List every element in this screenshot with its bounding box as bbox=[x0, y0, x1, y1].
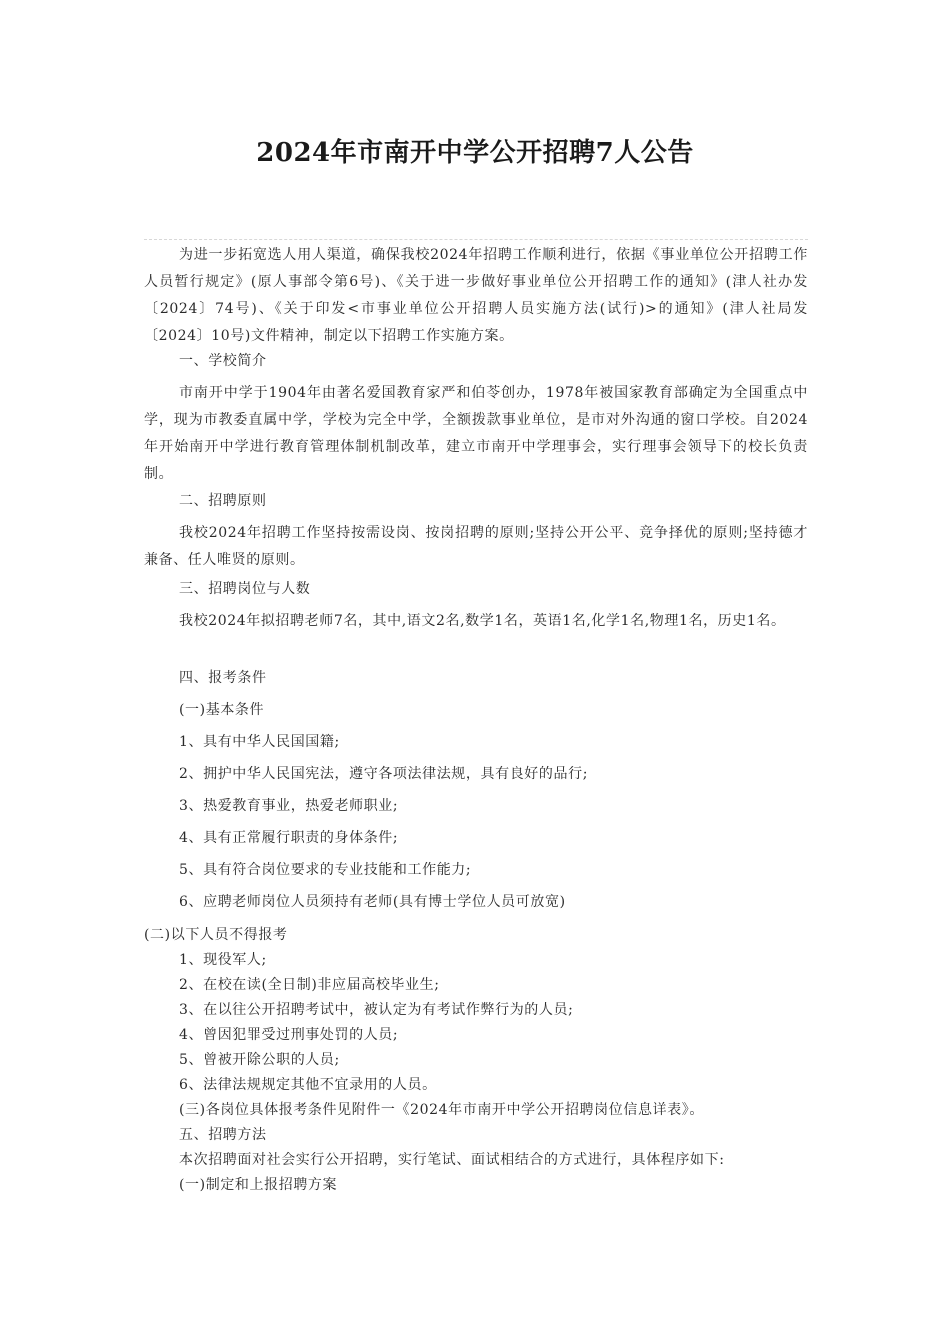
section-5-heading: 五、招聘方法 bbox=[179, 1127, 267, 1143]
exclusion-item: 4、曾因犯罪受过刑事处罚的人员; bbox=[179, 1027, 399, 1043]
exclusion-item: 5、曾被开除公职的人员; bbox=[179, 1052, 340, 1068]
exclusion-item: 3、在以往公开招聘考试中，被认定为有考试作弊行为的人员; bbox=[179, 1002, 574, 1018]
section-4-heading: 四、报考条件 bbox=[179, 670, 267, 686]
section-3-heading: 三、招聘岗位与人数 bbox=[179, 581, 311, 597]
section-5-subheading-1: (一)制定和上报招聘方案 bbox=[179, 1177, 338, 1193]
condition-item: 2、拥护中华人民国宪法，遵守各项法律法规，具有良好的品行; bbox=[179, 766, 589, 782]
section-1-heading: 一、学校简介 bbox=[179, 353, 267, 369]
condition-item: 3、热爱教育事业，热爱老师职业; bbox=[179, 798, 399, 814]
section-4-subheading-2: (二)以下人员不得报考 bbox=[144, 927, 288, 943]
condition-item: 4、具有正常履行职责的身体条件; bbox=[179, 830, 399, 846]
section-5-text: 本次招聘面对社会实行公开招聘，实行笔试、面试相结合的方式进行，具体程序如下: bbox=[179, 1152, 725, 1168]
exclusion-item: 1、现役军人; bbox=[179, 952, 267, 968]
document-title: 2024年市南开中学公开招聘7人公告 bbox=[256, 138, 694, 168]
condition-item: 6、应聘老师岗位人员须持有老师(具有博士学位人员可放宽) bbox=[179, 894, 566, 910]
intro-paragraph: 为进一步拓宽选人用人渠道，确保我校2024年招聘工作顺利进行，依据《事业单位公开招聘工作人员暂行规定》(原人事部令第6号)、《关于进一步做好事业单位公开招聘工作的通知》(津人社办发〔2024〕74号)、《关于印发<市事业单位公开招聘人员实施方法(试行)>的通知》(津人社局发〔2024〕10号)文件精神，制定以下招聘工作实施方案。 bbox=[144, 247, 808, 344]
divider-line bbox=[144, 239, 808, 240]
exclusion-item: 2、在校在读(全日制)非应届高校毕业生; bbox=[179, 977, 440, 993]
section-4-subheading-1: (一)基本条件 bbox=[179, 702, 265, 718]
exclusion-item: 6、法律法规规定其他不宜录用的人员。 bbox=[179, 1077, 437, 1093]
section-3-text: 我校2024年拟招聘老师7名，其中,语文2名,数学1名，英语1名,化学1名,物理1名，历史1名。 bbox=[179, 613, 786, 629]
section-2-heading: 二、招聘原则 bbox=[179, 493, 267, 509]
section-1-text: 市南开中学于1904年由著名爱国教育家严和伯苓创办，1978年被国家教育部确定为全国重点中学，现为市教委直属中学，学校为完全中学，全额拨款事业单位，是市对外沟通的窗口学校。自2024年开始南开中学进行教育管理体制机制改革，建立市南开中学理事会，实行理事会领导下的校长负责制。 bbox=[144, 385, 808, 482]
section-4-subheading-3: (三)各岗位具体报考条件见附件一《2024年市南开中学公开招聘岗位信息详表》。 bbox=[179, 1102, 704, 1118]
section-2-text: 我校2024年招聘工作坚持按需设岗、按岗招聘的原则;坚持公开公平、竞争择优的原则;坚持德才兼备、任人唯贤的原则。 bbox=[144, 525, 808, 568]
condition-item: 1、具有中华人民国国籍; bbox=[179, 734, 340, 750]
condition-item: 5、具有符合岗位要求的专业技能和工作能力; bbox=[179, 862, 472, 878]
